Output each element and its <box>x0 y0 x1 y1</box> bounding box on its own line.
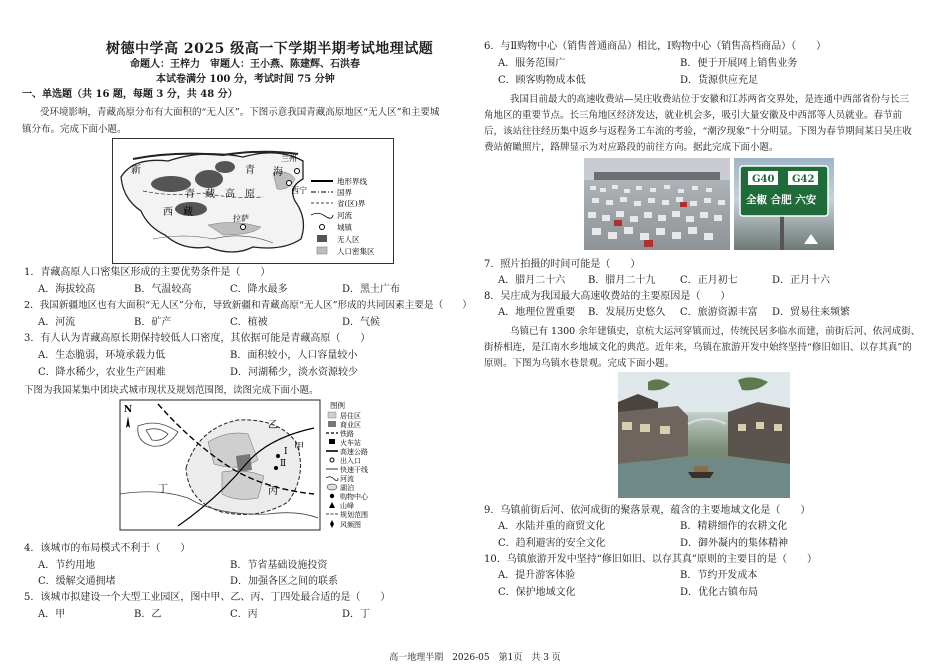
answer-option[interactable]: B．腊月二十九 <box>588 275 656 286</box>
house-right <box>728 402 790 464</box>
window <box>622 422 632 430</box>
answer-option[interactable]: B．节省基础设施投资 <box>230 560 328 571</box>
answer-option[interactable]: D．货源供应充足 <box>680 75 759 86</box>
city-lanzhou <box>295 169 300 174</box>
sign-g42: G42 <box>792 174 815 185</box>
city-map-legend <box>326 400 369 529</box>
legend-label: 湖泊 <box>340 484 354 492</box>
toll-station-svg <box>584 158 730 250</box>
map-label-qing: 青 <box>245 165 255 176</box>
intro-paragraph-line: 角地区的重要节点。长三角地区经济发达，就业机会多，吸引大量安徽及中西部等人员就业。春节前 <box>484 110 903 121</box>
legend-label: 河流 <box>340 475 354 483</box>
answer-option[interactable]: C．正月初七 <box>680 275 738 286</box>
wuzhen-svg <box>618 372 790 498</box>
authors-line: 命题人：王梓力 审题人：王小燕、陈建辉、石洪春 <box>130 59 360 70</box>
exam-title: 树德中学高 2025 级高一下学期半期考试地理试题 <box>106 41 434 57</box>
answer-option[interactable]: C．旅游资源丰富 <box>680 307 758 318</box>
answer-option[interactable]: D．正月十六 <box>772 275 831 286</box>
question-stem: 3．有人认为青藏高原长期保持较低人口密度，其依据可能是青藏高原（ ） <box>24 333 371 344</box>
answer-option[interactable]: D．丁 <box>342 609 371 620</box>
question-stem: 1．青藏高原人口密集区形成的主要优势条件是（ ） <box>24 267 271 278</box>
answer-option[interactable]: A．服务范围广 <box>498 58 566 69</box>
red-cars <box>614 202 687 247</box>
answer-option[interactable]: A．节约用地 <box>38 560 96 571</box>
answer-option[interactable]: A．生态脆弱，环境承载力低 <box>38 350 166 361</box>
legend-lake-symbol <box>327 484 337 490</box>
legend-label: 风频图 <box>340 521 361 529</box>
question-stem: 7．照片拍摄的时间可能是（ ） <box>484 259 641 270</box>
answer-option[interactable]: B．气温较高 <box>134 284 192 295</box>
page-footer: 高一地理半期 2026-05 第1页 共 3 页 <box>389 653 561 663</box>
legend-label: 铁路 <box>340 430 354 438</box>
answer-option[interactable]: B．乙 <box>134 609 162 620</box>
zone-bing: 丙 <box>268 486 278 497</box>
legend-label: 无人区 <box>337 235 360 244</box>
answer-option[interactable]: C．丙 <box>230 609 258 620</box>
city-xining <box>287 181 292 186</box>
question-stem: 2．我国新疆地区也有大面积“无人区”分布，导致新疆和青藏高原“无人区”形成的共同因素主要是（ ） <box>24 300 472 311</box>
map-label-hai: 海 <box>273 167 283 178</box>
toll-station-photo <box>584 158 730 250</box>
answer-option[interactable]: B．矿产 <box>134 317 172 328</box>
legend-river-symbol <box>326 477 338 481</box>
city-map-figure <box>118 398 386 532</box>
answer-option[interactable]: B．面积较小，人口容量较小 <box>230 350 358 361</box>
sign-cities: 全椒 合肥 六安 <box>746 194 817 206</box>
toll-canopy <box>594 172 720 180</box>
legend-label: 河流 <box>337 211 352 220</box>
boat-canopy <box>694 466 708 472</box>
legend-label: 快速干线 <box>340 466 368 474</box>
map-legend <box>311 176 375 256</box>
map-label-plateau: 青 藏 高 原 <box>185 189 255 200</box>
answer-option[interactable]: D．气候 <box>342 317 381 328</box>
window <box>738 424 746 431</box>
answer-option[interactable]: A．水陆并重的商贸文化 <box>498 521 606 532</box>
legend-label: 国界 <box>337 188 352 197</box>
answer-option[interactable]: A．甲 <box>38 609 66 620</box>
section-heading: 一、单选题（共 16 题，每题 3 分，共 48 分） <box>22 89 238 100</box>
map-label-lanzhou: 兰州 <box>281 154 297 163</box>
legend-label: 山峰 <box>340 502 354 510</box>
cars-cluster <box>588 185 725 240</box>
answer-option[interactable]: A．提升游客体验 <box>498 570 576 581</box>
map-label-lasa: 拉萨 <box>233 214 249 223</box>
window <box>756 422 764 429</box>
intro-paragraph-line: 费站俯瞰照片，路牌显示为对应路段的前往方向。据此完成下面小题。 <box>484 142 779 153</box>
question-stem: 9．乌镇前街后河、依河成街的聚落景观，蕴含的主要地域文化是（ ） <box>484 505 811 516</box>
answer-option[interactable]: C．植被 <box>230 317 268 328</box>
legend-dense-symbol <box>317 247 327 254</box>
city-lasa <box>241 225 246 230</box>
commercial-zone <box>236 454 252 472</box>
legend-city-symbol <box>320 225 325 230</box>
legend-exit-symbol <box>330 458 334 462</box>
question-stem: 4．该城市的布局模式不利于（ ） <box>24 543 191 554</box>
answer-option[interactable]: D．御外凝内的集体精神 <box>680 538 789 549</box>
answer-option[interactable]: C．降水稀少，农业生产困难 <box>38 367 166 378</box>
north-arrow-label: N <box>124 405 133 415</box>
shopping-center-I: Ⅰ <box>284 447 288 457</box>
answer-option[interactable]: C．降水最多 <box>230 284 288 295</box>
intro-paragraph-line: 下图为我国某集中团块式城市现状及规划范围图，读图完成下面小题。 <box>24 385 319 396</box>
house-left-front <box>618 406 688 464</box>
zone-jia: 甲 <box>294 442 304 453</box>
answer-option[interactable]: C．顾客购物成本低 <box>498 75 586 86</box>
legend-residential-symbol <box>328 412 336 418</box>
intro-paragraph-line: 街桥相连，是江南水乡地域文化的典范。近年来，乌镇在旅游开发中始终坚持“修旧如旧、以存其真”的 <box>484 342 912 353</box>
sign-g40: G40 <box>752 174 775 185</box>
zone-ding: 丁 <box>158 484 168 495</box>
city-map-svg <box>118 398 386 532</box>
shopping-center-II: Ⅱ <box>280 459 287 469</box>
legend-label: 商业区 <box>340 421 361 429</box>
tibet-map-svg <box>113 139 393 263</box>
map-label-xizang: 西 藏 <box>163 207 193 218</box>
arrow-icon <box>804 234 818 244</box>
answer-option[interactable]: B．精耕细作的农耕文化 <box>680 521 788 532</box>
legend-label: 火车站 <box>340 439 361 447</box>
question-stem: 8．吴庄成为我国最大高速收费站的主要原因是（ ） <box>484 291 731 302</box>
legend-wind-rose-symbol <box>330 520 334 528</box>
question-stem: 6．与Ⅱ购物中心（销售普通商品）相比，Ⅰ购物中心（销售高档商品）（ ） <box>484 41 827 52</box>
window <box>660 426 670 434</box>
window <box>774 424 782 431</box>
zone-yi: 乙 <box>268 420 278 431</box>
legend-label: 高速公路 <box>340 448 368 456</box>
road-sign-photo <box>734 158 834 250</box>
answer-option[interactable]: A．地理位置重要 <box>498 307 576 318</box>
map-label-xining: 西宁 <box>291 186 307 195</box>
uninhabited-zone <box>195 170 223 188</box>
legend-title: 图例 <box>330 401 345 410</box>
shopping-center-icon <box>276 454 280 458</box>
stone-bridge <box>688 419 726 424</box>
answer-option[interactable]: B．节约开发成本 <box>680 570 758 581</box>
legend-label: 地形界线 <box>337 177 367 186</box>
answer-option[interactable]: D．优化古镇布局 <box>680 587 759 598</box>
answer-option[interactable]: D．贸易往来频繁 <box>772 307 851 318</box>
legend-label: 居住区 <box>340 412 361 420</box>
answer-option[interactable]: B．便于开展网上销售业务 <box>680 58 798 69</box>
answer-option[interactable]: C．缓解交通拥堵 <box>38 576 116 587</box>
answer-option[interactable]: A．海拔较高 <box>38 284 96 295</box>
intro-paragraph-line: 后，该站往往经历集中返乡与返程务工车流的考验，“潮汐现象”十分明显。下图为春节期间某日吴庄收 <box>484 126 912 137</box>
sign-pole <box>780 214 784 250</box>
legend-river-symbol <box>311 213 333 218</box>
legend-uninhabited-symbol <box>317 235 327 242</box>
legend-shopping-symbol <box>330 494 334 498</box>
score-info: 本试卷满分 100 分，考试时间 75 分钟 <box>156 74 335 85</box>
legend-label: 出入口 <box>340 457 361 465</box>
answer-option[interactable]: C．保护地域文化 <box>498 587 576 598</box>
legend-label: 城镇 <box>337 223 352 232</box>
intro-paragraph-line: 镇分布。完成下面小题。 <box>22 124 127 135</box>
answer-option[interactable]: D．加强各区之间的联系 <box>230 576 339 587</box>
road-sign-svg <box>734 158 834 250</box>
question-stem: 5．该城市拟建设一个大型工业园区，图中甲、乙、丙、丁四处最合适的是（ ） <box>24 592 391 603</box>
legend-label: 省(区)界 <box>337 199 366 208</box>
tibet-map-figure <box>112 138 394 264</box>
map-label-xin: 新 <box>131 165 141 176</box>
answer-option[interactable]: A．腊月二十六 <box>498 275 566 286</box>
intro-paragraph-line: 受环境影响，青藏高原分布有大面积的“无人区”。下图示意我国青藏高原地区“无人区”和主要城 <box>40 107 440 118</box>
wuzhen-water-town-photo <box>618 372 790 498</box>
intro-paragraph-line: 原则。下图为乌镇水巷景观。完成下面小题。 <box>484 358 675 369</box>
legend-label: 人口密集区 <box>337 247 375 256</box>
legend-station-symbol <box>329 439 335 444</box>
answer-option[interactable]: D．河湖稀少，淡水资源较少 <box>230 367 359 378</box>
question-stem: 10．乌镇旅游开发中坚持“修旧如旧、以存其真”原则的主要目的是（ ） <box>484 554 817 565</box>
window <box>640 424 650 432</box>
legend-label: 规划范围 <box>340 511 368 519</box>
legend-label: 购物中心 <box>340 493 368 501</box>
shopping-center-icon <box>274 466 278 470</box>
wooden-boat <box>688 472 714 478</box>
legend-commercial-symbol <box>328 421 336 427</box>
answer-option[interactable]: A．河流 <box>38 317 76 328</box>
answer-option[interactable]: D．黑土广布 <box>342 284 401 295</box>
uninhabited-zone <box>215 161 235 173</box>
answer-option[interactable]: B．发展历史悠久 <box>588 307 666 318</box>
legend-peak-symbol <box>329 502 335 508</box>
answer-option[interactable]: C．趋利避害的安全文化 <box>498 538 606 549</box>
intro-paragraph-line: 乌镇已有 1300 余年建镇史，京杭大运河穿镇而过，传统民居多临水而建，前街后河、依河成街、 <box>510 326 921 337</box>
intro-paragraph-line: 我国目前最大的高速收费站—吴庄收费站位于安徽和江苏两省交界处，是连通中西部省份与长三 <box>510 94 910 105</box>
